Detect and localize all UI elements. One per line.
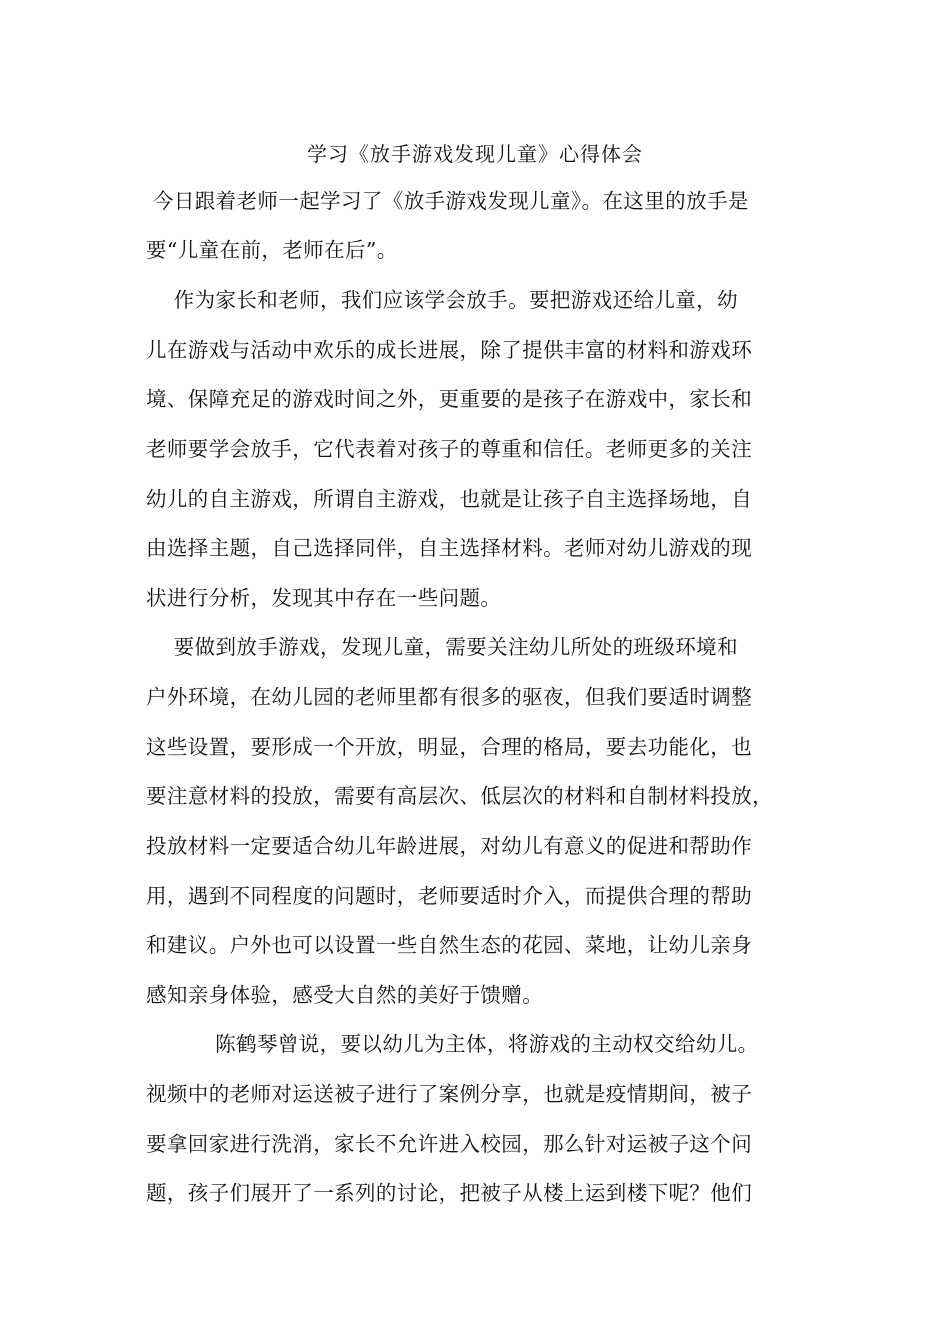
text-line: 状进行分析，发现其中存在一些问题。	[146, 586, 502, 610]
text-line: 感知亲身体验，感受大自然的美好于馈赠。	[146, 983, 544, 1007]
text-line: 视频中的老师对运送被子进行了案例分享，也就是疫情期间，被子	[146, 1082, 753, 1106]
text-line: 要做到放手游戏，发现儿童，需要关注幼儿所处的班级环境和	[146, 635, 738, 659]
text-line: 题，孩子们展开了一系列的讨论，把被子从楼上运到楼下呢？他们	[146, 1181, 753, 1205]
text-line: 要拿回家进行洗消，家长不允许进入校园，那么针对运被子这个问	[146, 1132, 753, 1156]
text-line: 要注意材料的投放，需要有高层次、低层次的材料和自制材料投放，	[146, 784, 773, 808]
text-line: 境、保障充足的游戏时间之外，更重要的是孩子在游戏中，家长和	[146, 387, 753, 411]
text-line: 用，遇到不同程度的问题时，老师要适时介入，而提供合理的帮助	[146, 884, 753, 908]
text-line: 由选择主题，自己选择同伴，自主选择材料。老师对幼儿游戏的现	[146, 536, 753, 560]
text-line: 作为家长和老师，我们应该学会放手。要把游戏还给儿童，幼	[146, 288, 738, 312]
text-line: 儿在游戏与活动中欢乐的成长进展，除了提供丰富的材料和游戏环	[146, 338, 753, 362]
text-line: 要“儿童在前，老师在后”。	[146, 238, 398, 262]
text-line: 这些设置，要形成一个开放，明显，合理的格局，要去功能化，也	[146, 735, 753, 759]
document-title: 学习《放手游戏发现儿童》心得体会	[307, 142, 643, 166]
text-line: 和建议。户外也可以设置一些自然生态的花园、菜地，让幼儿亲身	[146, 933, 753, 957]
text-line: 幼儿的自主游戏，所谓自主游戏，也就是让孩子自主选择场地，自	[146, 487, 753, 511]
text-line: 户外环境，在幼儿园的老师里都有很多的驱夜，但我们要适时调整	[146, 685, 753, 709]
text-line: 陈鹤琴曾说，要以幼儿为主体，将游戏的主动权交给幼儿。	[146, 1032, 759, 1056]
text-line: 今日跟着老师一起学习了《放手游戏发现儿童》。在这里的放手是	[146, 189, 749, 213]
text-line: 投放材料一定要适合幼儿年龄进展，对幼儿有意义的促进和帮助作	[146, 834, 753, 858]
text-line: 老师要学会放手，它代表着对孩子的尊重和信任。老师更多的关注	[146, 437, 753, 461]
